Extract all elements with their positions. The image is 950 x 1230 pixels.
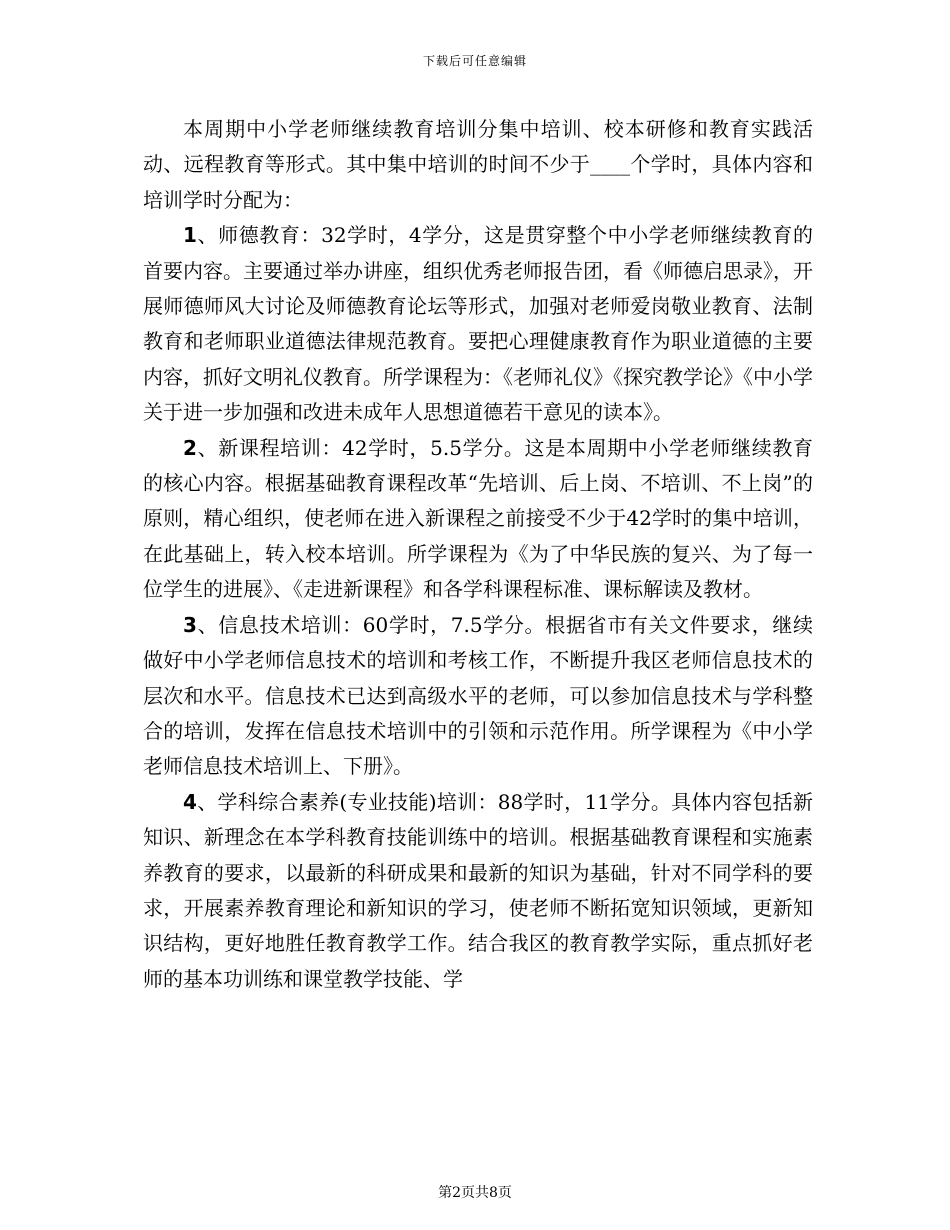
page-header: 下载后可任意编辑 [422,54,527,68]
page-footer: 第2页共8页 [438,1185,512,1201]
item-text: 、师德教育：32学时，4学分，这是贯穿整个中小学老师继续教育的首要内容。主要通过举办讲座，组织优秀老师报告团，看《师德启思录》，开展师德师风大讨论及师德教育论坛等形式，加强对老师爱岗敬业教育、法制教育和老师职业道德法律规范教育。要把心理健康教育作为职业道德的主要内容，抓好文明礼仪教育。所学课程为：《老师礼仪》《探究教学论》《中小学关于进一步加强和改进未成年人思想道德若干意见的读本》。 [143,223,813,425]
document-body [143,112,813,997]
item-number: 2 [183,435,197,460]
item-text: 、信息技术培训：60学时，7.5学分。根据省市有关文件要求，继续做好中小学老师信息技术的培训和考核工作，不断提升我区老师信息技术的层次和水平。信息技术已达到高级水平的老师，可以参加信息技术与学科整合的培训，发挥在信息技术培训中的引领和示范作用。所学课程为《中小学老师信息技术培训上、下册》。 [143,612,813,779]
item-paragraph-2 [143,431,813,608]
item-paragraph-4 [143,785,813,997]
item-text: 、新课程培训：42学时，5.5学分。这是本周期中小学老师继续教育的核心内容。根据基础教育课程改革“先培训、后上岗、不培训、不上岗”的原则，精心组织，使老师在进入新课程之前接受不少于42学时的集中培训，在此基础上，转入校本培训。所学课程为《为了中华民族的复兴、为了每一位学生的进展》、《走进新课程》和各学科课程标准、课标解读及教材。 [143,435,813,602]
item-number: 4 [183,789,197,814]
item-text: 、学科综合素养(专业技能)培训：88学时，11学分。具体内容包括新知识、新理念在本学科教育技能训练中的培训。根据基础教育课程和实施素养教育的要求，以最新的科研成果和最新的知识为基础，针对不同学科的要求，开展素养教育理论和新知识的学习，使老师不断拓宽知识领域，更新知识结构，更好地胜任教育教学工作。结合我区的教育教学实际，重点抓好老师的基本功训练和课堂教学技能、学 [143,789,813,991]
intro-paragraph: 本周期中小学老师继续教育培训分集中培训、校本研修和教育实践活动、远程教育等形式。其中集中培训的时间不少于____个学时，具体内容和培训学时分配为： [143,117,813,212]
item-paragraph-3 [143,608,813,785]
item-number: 1 [183,223,197,248]
item-number: 3 [183,612,197,637]
item-paragraph-1 [143,218,813,430]
